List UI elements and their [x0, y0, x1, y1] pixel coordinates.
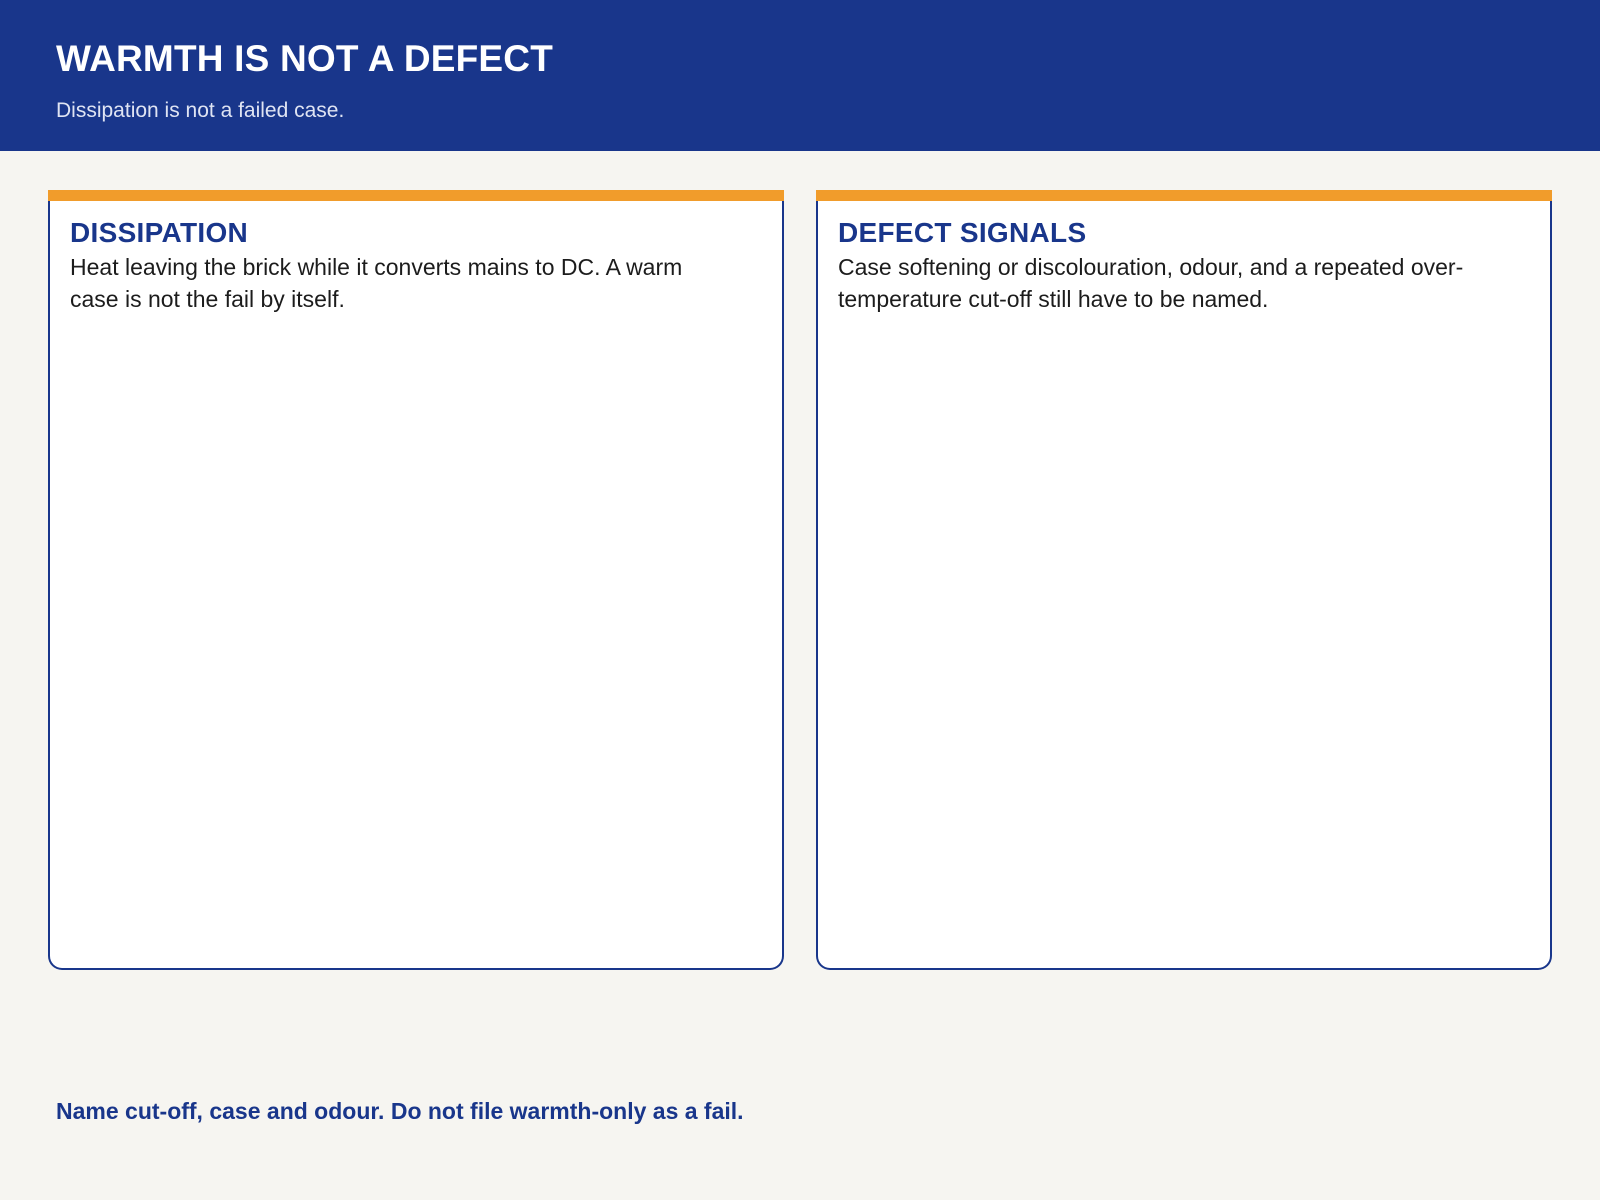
card-accent-bar	[816, 190, 1552, 201]
card-body: Heat leaving the brick while it converts mains to DC. A warm case is not the fail by itself.	[70, 254, 683, 312]
card-accent-bar	[48, 190, 784, 201]
page-title: WARMTH IS NOT A DEFECT	[56, 38, 554, 79]
header-banner	[0, 0, 1600, 151]
card-heading: DEFECT SIGNALS	[838, 217, 1087, 248]
card-heading: DISSIPATION	[70, 217, 249, 248]
defect-signals-card	[816, 190, 1552, 970]
card-body: Case softening or discolouration, odour, and a repeated over-temperature cut-off still have to be named.	[838, 254, 1464, 312]
footer-instruction: Name cut-off, case and odour. Do not file warmth-only as a fail.	[56, 1098, 744, 1124]
page-subtitle: Dissipation is not a failed case.	[56, 99, 345, 122]
dissipation-card	[48, 190, 784, 970]
